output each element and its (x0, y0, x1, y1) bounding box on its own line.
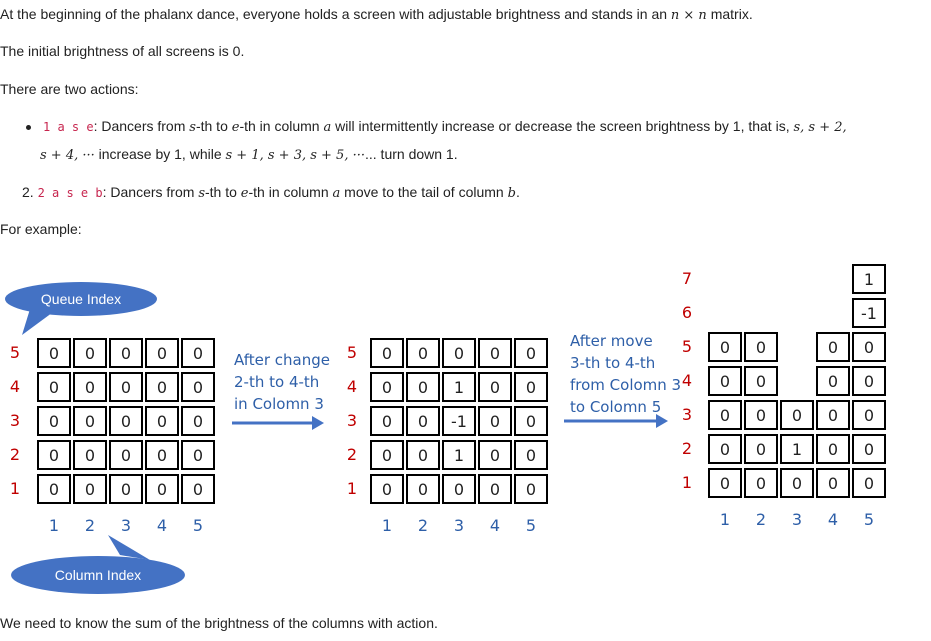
list-number: 2. (22, 184, 34, 200)
intro-text: At the beginning of the phalanx dance, everyone holds a screen with adjustable brightness and stands in an (0, 6, 671, 22)
matrix-1-col-label: 5 (192, 516, 204, 535)
matrix-1-row-label: 4 (9, 377, 21, 396)
action-2-text-c: -th in column (248, 184, 333, 200)
matrix-3-col-label: 4 (827, 510, 839, 529)
matrix-3-cell: 0 (708, 468, 742, 498)
column-index-bubble (11, 556, 185, 594)
matrix-1-cell: 0 (145, 372, 179, 402)
math-a: a (323, 120, 332, 135)
matrix-2-cell: 0 (478, 440, 512, 470)
action-2-code: 2 a s e b (37, 186, 103, 200)
matrix-1-cell: 0 (73, 372, 107, 402)
matrix-1-cell: 0 (109, 338, 143, 368)
intro-paragraph (0, 4, 753, 26)
matrix-2-cell: 0 (370, 440, 404, 470)
action-2-text-d: move to the tail of column (340, 184, 508, 200)
matrix-3-cell: 0 (744, 366, 778, 396)
matrix-3-cell: 0 (744, 434, 778, 464)
matrix-3-row-label: 5 (681, 337, 693, 356)
matrix-1-col-label: 2 (84, 516, 96, 535)
matrix-2-cell: 1 (442, 372, 476, 402)
matrix-3-cell: 0 (744, 332, 778, 362)
matrix-3-row-label: 7 (681, 269, 693, 288)
action-1-text-d: will intermittently increase or decrease the screen brightness by 1, that is, (331, 118, 794, 134)
matrix-3-cell: 0 (816, 434, 850, 464)
matrix-1-row-label: 5 (9, 343, 21, 362)
matrix-1-cell: 0 (37, 338, 71, 368)
matrix-1-cell: 0 (145, 474, 179, 504)
matrix-1-row-label: 3 (9, 411, 21, 430)
matrix-1-row-label: 1 (9, 479, 21, 498)
matrix-1-cell: 0 (109, 406, 143, 436)
queue-index-bubble (5, 282, 157, 316)
matrix-3-cell: 0 (816, 366, 850, 396)
matrix-3-cell: 0 (708, 332, 742, 362)
matrix-3-cell: 0 (852, 366, 886, 396)
matrix-2-cell: 0 (370, 338, 404, 368)
action-2-text-b: -th to (204, 184, 241, 200)
matrix-2-row-label: 4 (346, 377, 358, 396)
matrix-1-cell: 0 (109, 372, 143, 402)
matrix-2-cell: 1 (442, 440, 476, 470)
matrix-2-cell: 0 (478, 474, 512, 504)
matrix-2-cell: 0 (370, 474, 404, 504)
matrix-3-cell: 0 (852, 400, 886, 430)
action-1-item (43, 116, 847, 138)
action-2-text-end: . (515, 184, 520, 200)
example-figure (0, 255, 931, 605)
matrix-1-cell: 0 (181, 406, 215, 436)
matrix-3-row-label: 3 (681, 405, 693, 424)
action-1-text-b: -th to (195, 118, 232, 134)
matrix-1-cell: 0 (109, 440, 143, 470)
arrow-1-label-line: 2-th to 4-th (234, 373, 320, 391)
matrix-1-col-label: 1 (48, 516, 60, 535)
actions-heading: There are two actions: (0, 81, 139, 97)
matrix-3-cell: 0 (852, 434, 886, 464)
arrow-1-label-line: After change (234, 351, 330, 369)
matrix-1-cell: 0 (73, 440, 107, 470)
matrix-2-col-label: 5 (525, 516, 537, 535)
arrow-2-label-line: 3-th to 4-th (570, 354, 656, 372)
matrix-2-cell: 0 (478, 406, 512, 436)
action-1-text-e: increase by 1, while (94, 146, 226, 162)
arrow-1-head (312, 416, 324, 430)
math-s: s (198, 186, 205, 201)
matrix-1-cell: 0 (37, 474, 71, 504)
matrix-2-cell: 0 (514, 406, 548, 436)
math-a: a (332, 186, 341, 201)
matrix-2-cell: 0 (478, 372, 512, 402)
example-heading: For example: (0, 221, 82, 237)
matrix-3-col-label: 3 (791, 510, 803, 529)
matrix-1-cell: 0 (37, 406, 71, 436)
arrow-1-label (234, 349, 330, 415)
matrix-3-cell: 0 (816, 332, 850, 362)
matrix-2-cell: 0 (442, 474, 476, 504)
action-1-text-f: ... turn down 1. (365, 146, 458, 162)
matrix-3-cell: 0 (708, 400, 742, 430)
matrix-2-cell: 0 (370, 372, 404, 402)
matrix-2-cell: 0 (406, 338, 440, 368)
matrix-2-cell: 0 (514, 474, 548, 504)
matrix-2-cell: 0 (406, 440, 440, 470)
matrix-3-row-label: 4 (681, 371, 693, 390)
matrix-1-cell: 0 (109, 474, 143, 504)
matrix-1-cell: 0 (181, 372, 215, 402)
matrix-1-cell: 0 (181, 338, 215, 368)
matrix-2-cell: 0 (442, 338, 476, 368)
action-1-text-c: -th in column (239, 118, 324, 134)
math-e: e (231, 120, 240, 135)
intro-text-end: matrix. (706, 6, 753, 22)
matrix-1-cell: 0 (181, 474, 215, 504)
action-2-text-a: : Dancers from (102, 184, 199, 200)
matrix-2-row-label: 3 (346, 411, 358, 430)
matrix-3-cell: 0 (852, 332, 886, 362)
matrix-2-cell: 0 (514, 338, 548, 368)
column-index-label: Column Index (54, 567, 142, 583)
arrow-2-label (570, 330, 681, 418)
math-b: b (507, 186, 516, 201)
bullet-dot (26, 125, 31, 130)
action-1-item-cont (40, 144, 458, 166)
math-sequence-1: s, s + 2, (793, 120, 847, 135)
matrix-3-cell: 0 (780, 468, 814, 498)
matrix-3-col-label: 5 (863, 510, 875, 529)
matrix-2-cell: 0 (370, 406, 404, 436)
math-sequence-3: s + 1, s + 3, s + 5, ··· (225, 148, 365, 163)
matrix-1-col-label: 3 (120, 516, 132, 535)
matrix-2-cell: 0 (406, 474, 440, 504)
matrix-3-row-label: 2 (681, 439, 693, 458)
matrix-3-cell: 0 (780, 400, 814, 430)
arrow-2-label-line: from Colomn 3 (570, 376, 682, 394)
matrix-2-col-label: 2 (417, 516, 429, 535)
matrix-2-col-label: 3 (453, 516, 465, 535)
matrix-2-col-label: 4 (489, 516, 501, 535)
matrix-2-col-label: 1 (381, 516, 393, 535)
matrix-2-cell: 0 (514, 440, 548, 470)
initial-brightness-paragraph: The initial brightness of all screens is 0. (0, 43, 245, 59)
matrix-2-cell: 0 (406, 372, 440, 402)
matrix-3-cell: 0 (744, 400, 778, 430)
matrix-1-cell: 0 (145, 406, 179, 436)
matrix-3-row-label: 1 (681, 473, 693, 492)
action-1-code: 1 a s e (43, 120, 94, 134)
matrix-3-cell: 0 (708, 366, 742, 396)
math-e: e (240, 186, 249, 201)
matrix-1-cell: 0 (181, 440, 215, 470)
matrix-3-cell: 1 (780, 434, 814, 464)
matrix-1-cell: 0 (73, 338, 107, 368)
matrix-3-cell: 0 (816, 400, 850, 430)
conclusion-paragraph: We need to know the sum of the brightness of the columns with action. (0, 615, 438, 631)
arrow-2-label-line: After move (570, 332, 653, 350)
matrix-3-cell: 1 (852, 264, 886, 294)
matrix-1-cell: 0 (73, 474, 107, 504)
matrix-2-cell: 0 (406, 406, 440, 436)
math-sequence-2: s + 4, ··· (40, 148, 95, 163)
matrix-2-row-label: 1 (346, 479, 358, 498)
matrix-2-cell: -1 (442, 406, 476, 436)
matrix-size-math: n × n (670, 8, 707, 23)
arrow-1-label-line: in Colomn 3 (234, 395, 324, 413)
matrix-1-cell: 0 (37, 440, 71, 470)
matrix-2-row-label: 5 (346, 343, 358, 362)
matrix-1-cell: 0 (145, 338, 179, 368)
matrix-3-col-label: 1 (719, 510, 731, 529)
action-1-text-a: : Dancers from (93, 118, 190, 134)
queue-index-label: Queue Index (40, 291, 122, 307)
matrix-3-row-label: 6 (681, 303, 693, 322)
matrix-1-row-label: 2 (9, 445, 21, 464)
matrix-3-cell: 0 (852, 468, 886, 498)
math-s: s (189, 120, 196, 135)
matrix-2-cell: 0 (478, 338, 512, 368)
matrix-2-row-label: 2 (346, 445, 358, 464)
matrix-1-cell: 0 (73, 406, 107, 436)
matrix-2-cell: 0 (514, 372, 548, 402)
matrix-1-col-label: 4 (156, 516, 168, 535)
matrix-3-cell: 0 (816, 468, 850, 498)
action-2-item (22, 182, 520, 204)
matrix-1-cell: 0 (145, 440, 179, 470)
matrix-3-cell: -1 (852, 298, 886, 328)
matrix-3-cell: 0 (744, 468, 778, 498)
matrix-1-cell: 0 (37, 372, 71, 402)
matrix-3-cell: 0 (708, 434, 742, 464)
matrix-3-col-label: 2 (755, 510, 767, 529)
arrow-2-label-line: to Colomn 5 (570, 398, 662, 416)
